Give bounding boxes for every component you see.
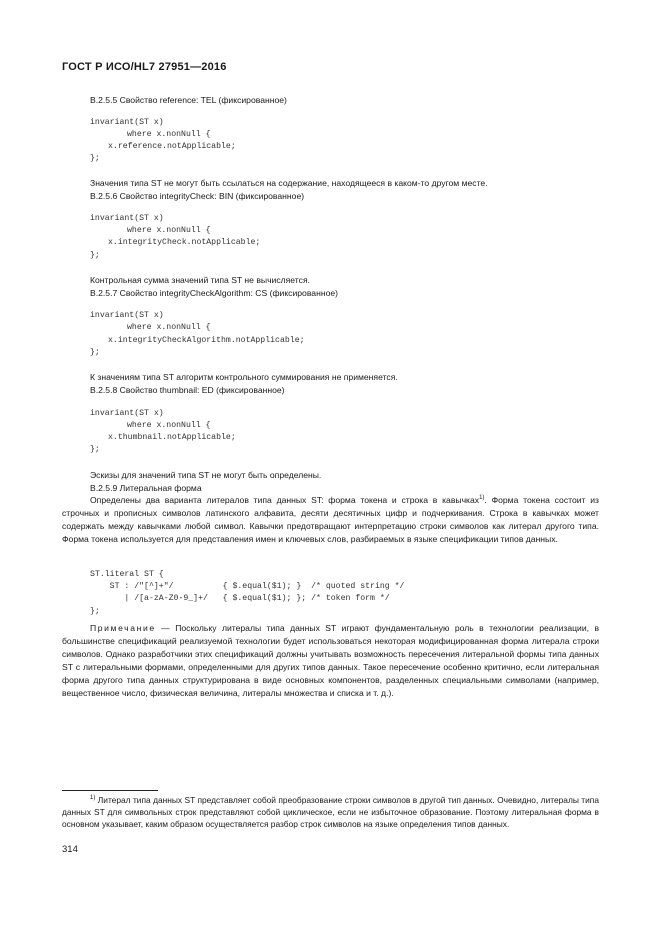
code-line: }; <box>90 154 100 163</box>
section-note-b255: Значения типа ST не могут быть ссылаться на содержание, находящееся в каком-то другом месте. <box>90 178 488 188</box>
code-line: x.integrityCheckAlgorithm.notApplicable; <box>108 336 305 345</box>
footnote <box>62 794 599 831</box>
page-number: 314 <box>62 844 78 855</box>
code-line: x.thumbnail.notApplicable; <box>108 433 236 442</box>
section-heading-b257: B.2.5.7 Свойство integrityCheckAlgorithm: CS (фиксированное) <box>90 288 338 298</box>
code-line: ST : /"[^]+"/ { $.equal($1); } /* quoted string */ <box>90 582 405 591</box>
footnote-reference: 1) <box>479 495 485 502</box>
footnote-separator <box>62 790 158 791</box>
section-heading-b259: B.2.5.9 Литеральная форма <box>90 483 202 493</box>
code-line: where x.nonNull { <box>127 130 211 139</box>
literal-form-text-end: . Форма токена состоит из строчных и прописных символов латинского алфавита, десяти десятичных цифр и подчеркивания. Строка в кавычках может содержать между кавычками любой символ. Кавычки предотвращают интерпретацию строки символов как литерал другого типа. Форма токена используется для представления имен и ключевых слов, разбираемых в языке спецификации типов данных. <box>62 495 599 544</box>
code-line: | /[a-zA-Z0-9_]+/ { $.equal($1); }; /* token form */ <box>90 594 390 603</box>
section-heading-b258: B.2.5.8 Свойство thumbnail: ED (фиксированное) <box>90 385 285 395</box>
code-line: invariant(ST x) <box>90 311 164 320</box>
section-heading-b255: B.2.5.5 Свойство reference: TEL (фиксированное) <box>90 95 287 105</box>
footnote-mark: 1) <box>90 795 96 802</box>
code-line: }; <box>90 251 100 260</box>
code-line: }; <box>90 348 100 357</box>
section-note-b257: К значениям типа ST алгоритм контрольного суммирования не применяется. <box>90 372 398 382</box>
note-paragraph <box>62 622 599 699</box>
code-line: where x.nonNull { <box>127 421 211 430</box>
code-line: ST.literal ST { <box>90 570 164 579</box>
note-label: Примечание <box>90 623 156 633</box>
section-note-b258: Эскизы для значений типа ST не могут быть определены. <box>90 470 322 480</box>
document-header: ГОСТ Р ИСО/HL7 27951—2016 <box>62 61 227 73</box>
code-line: x.reference.notApplicable; <box>108 142 236 151</box>
code-line: invariant(ST x) <box>90 214 164 223</box>
section-note-b256: Контрольная сумма значений типа ST не вычисляется. <box>90 275 310 285</box>
note-dash: — <box>161 623 170 633</box>
literal-form-paragraph <box>62 494 599 546</box>
code-line: invariant(ST x) <box>90 118 164 127</box>
code-line: invariant(ST x) <box>90 409 164 418</box>
code-line: }; <box>90 607 100 616</box>
code-line: x.integrityCheck.notApplicable; <box>108 238 261 247</box>
note-text: Поскольку литералы типа данных ST играют фундаментальную роль в технологии реализации, в большинстве спецификаций реализуемой технологии будет использоваться некоторая модифицированная форма литерала строки символов. Однако разработчики этих спецификаций должны учитывать возможность пересечения литеральной формы типа данных ST с литеральными формами, определенными для других типов данных. Такое пересечение особенно критично, если литеральная форма другого типа данных структурирована в виде основных компонентов, разделенных специальными символами (например, вещественное число, физическая величина, литералы множества и списка и т. д.). <box>62 623 600 698</box>
footnote-text: Литерал типа данных ST представляет собой преобразование строки символов в другой тип данных. Очевидно, литералы типа данных ST для символьных строк представляют собой циклическое, если не избыточное образование. Поэтому литеральная форма в основном указывает, каким образом осуществляется разбор строк символов на языке определения типов данных. <box>62 795 599 830</box>
section-heading-b256: B.2.5.6 Свойство integrityCheck: BIN (фиксированное) <box>90 191 305 201</box>
code-line: }; <box>90 445 100 454</box>
code-line: where x.nonNull { <box>127 323 211 332</box>
code-line: where x.nonNull { <box>127 226 211 235</box>
literal-form-text-start: Определены два варианта литералов типа данных ST: форма токена и строка в кавычках <box>90 495 480 505</box>
